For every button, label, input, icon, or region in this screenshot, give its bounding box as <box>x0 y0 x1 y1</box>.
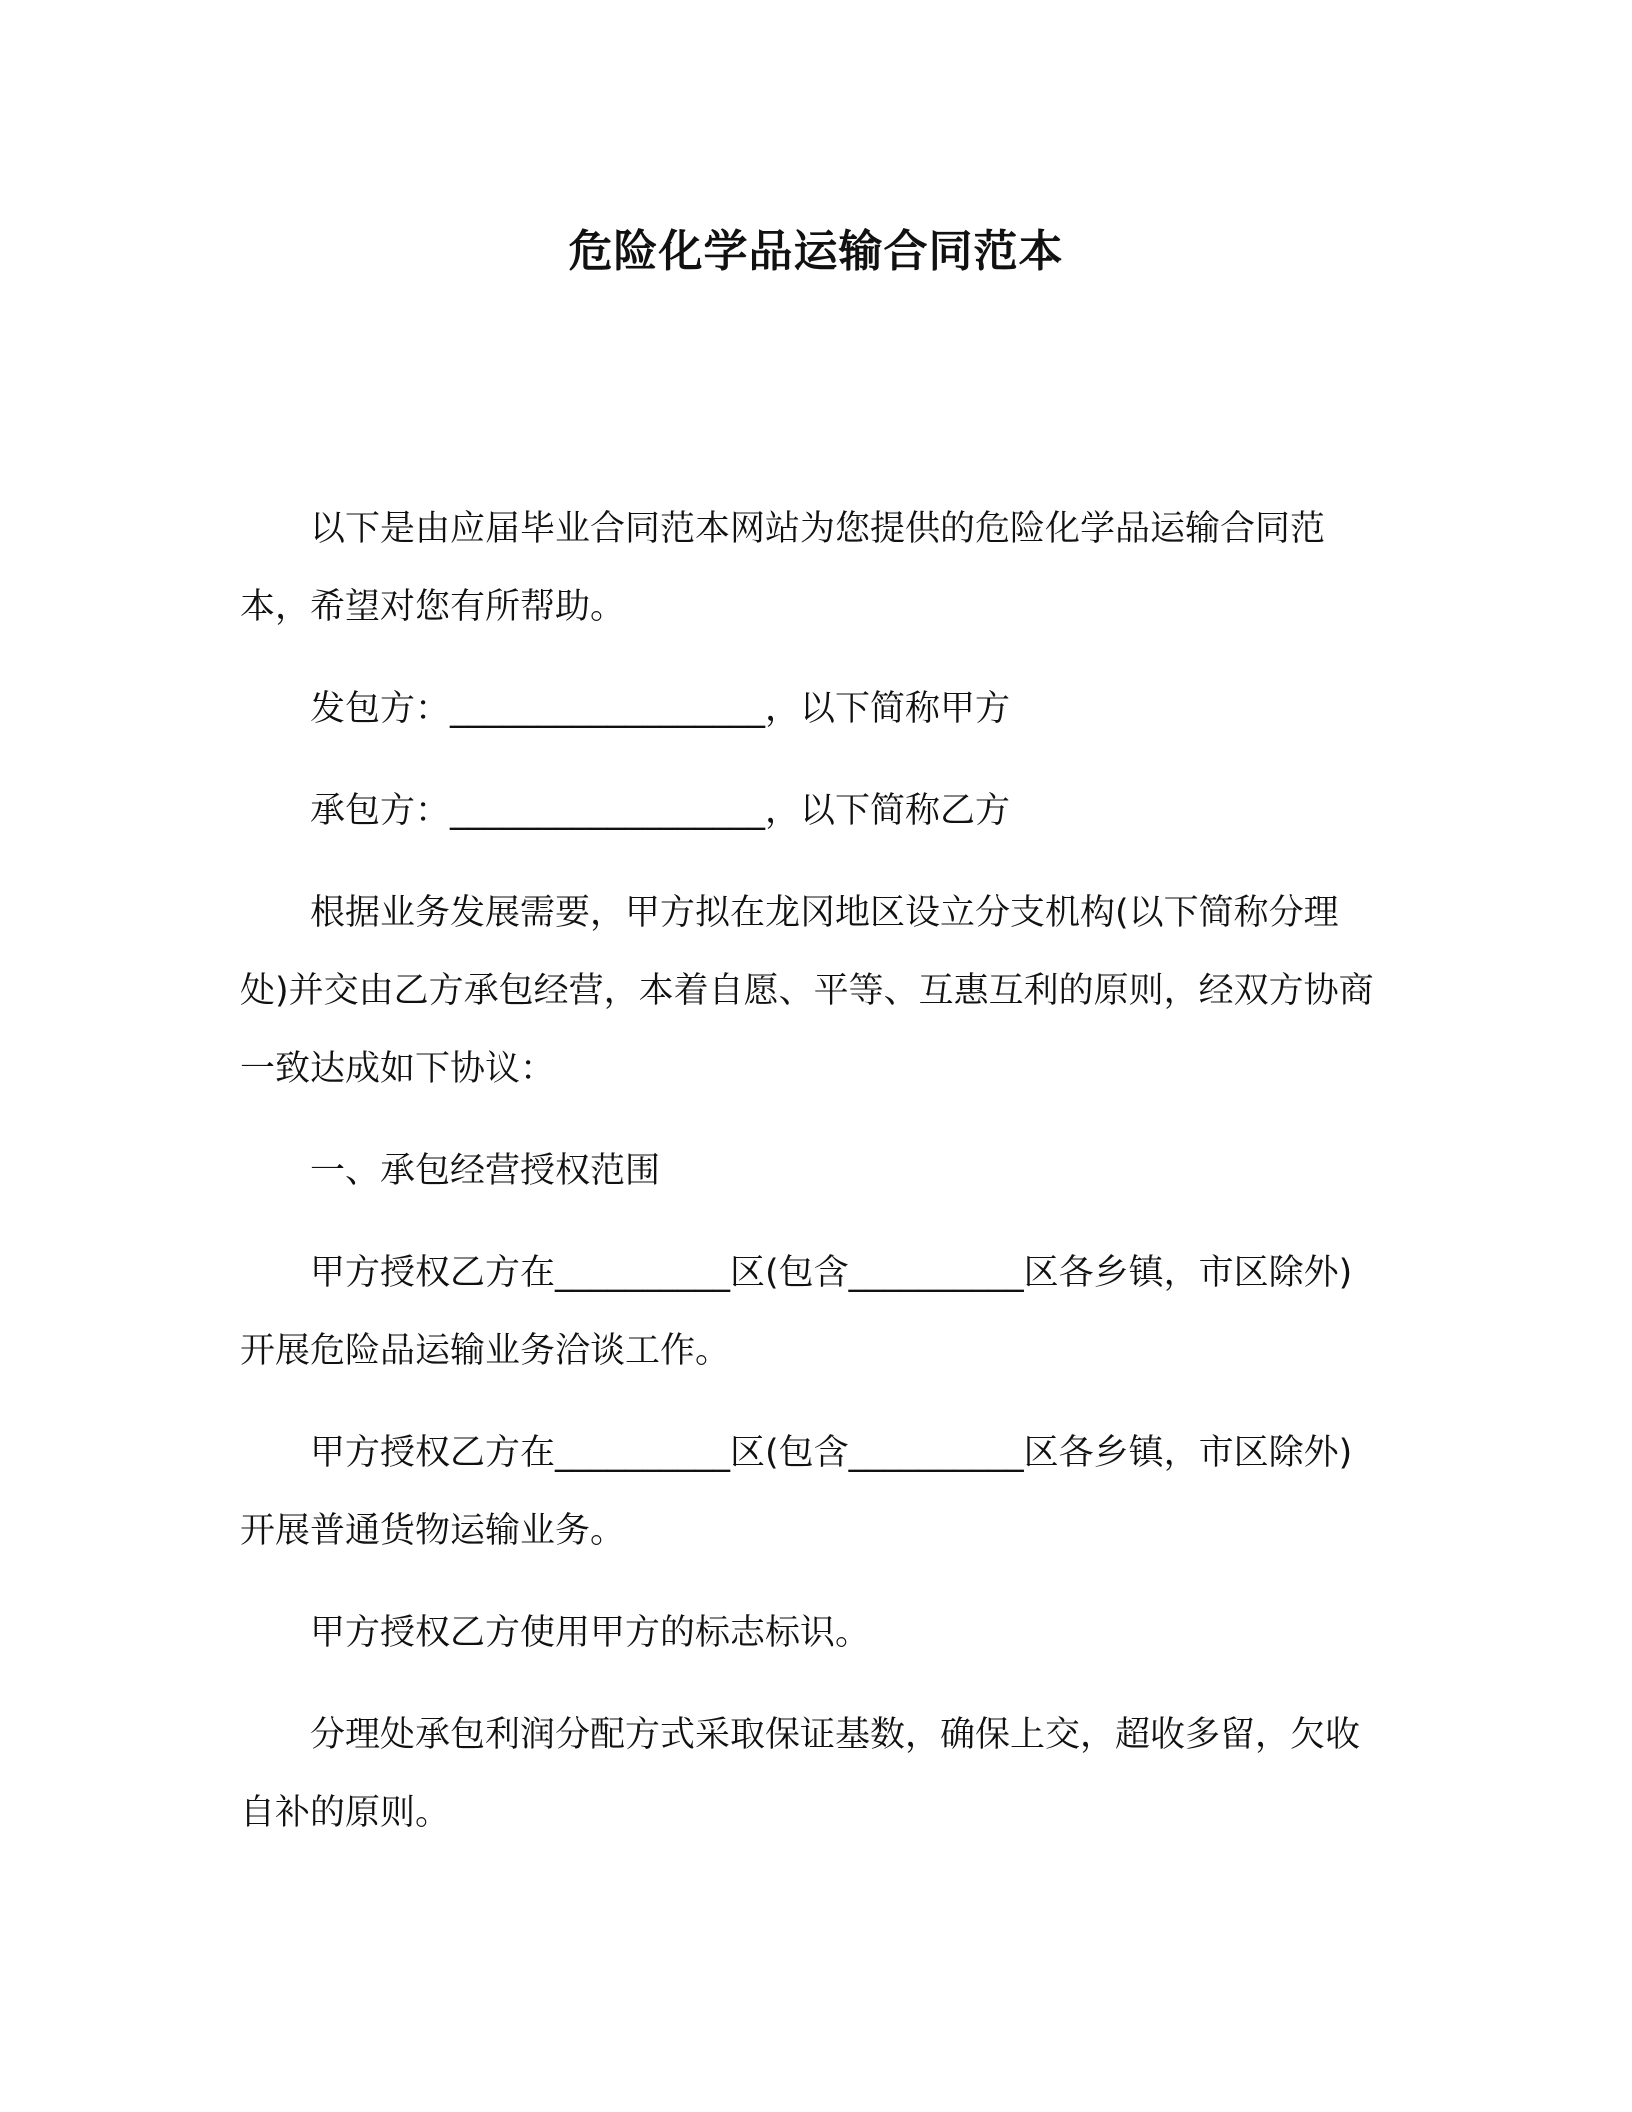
clause-hazmat-scope: 甲方授权乙方在__________区(包含__________区各乡镇，市区除外)开展危险品运输业务洽谈工作。 <box>240 1253 1353 1371</box>
agreement-preamble: 根据业务发展需要，甲方拟在龙冈地区设立分支机构(以下简称分理处)并交由乙方承包经营，本着自愿、平等、互惠互利的原则，经双方协商一致达成如下协议： <box>240 893 1374 1089</box>
clause-logo-usage: 甲方授权乙方使用甲方的标志标识。 <box>310 1613 871 1653</box>
clause-general-cargo-scope: 甲方授权乙方在__________区(包含__________区各乡镇，市区除外)开展普通货物运输业务。 <box>240 1433 1353 1551</box>
clause-profit-distribution: 分理处承包利润分配方式采取保证基数，确保上交，超收多留，欠收自补的原则。 <box>240 1715 1361 1833</box>
document-body <box>240 490 1380 1852</box>
intro-paragraph: 以下是由应届毕业合同范本网站为您提供的危险化学品运输合同范本，希望对您有所帮助。 <box>240 509 1326 627</box>
section-heading-scope: 一、承包经营授权范围 <box>310 1151 661 1191</box>
party-b-line: 承包方：__________________，以下简称乙方 <box>310 791 1011 831</box>
party-a-line: 发包方：__________________，以下简称甲方 <box>310 689 1011 729</box>
document-title: 危险化学品运输合同范本 <box>568 226 1064 277</box>
